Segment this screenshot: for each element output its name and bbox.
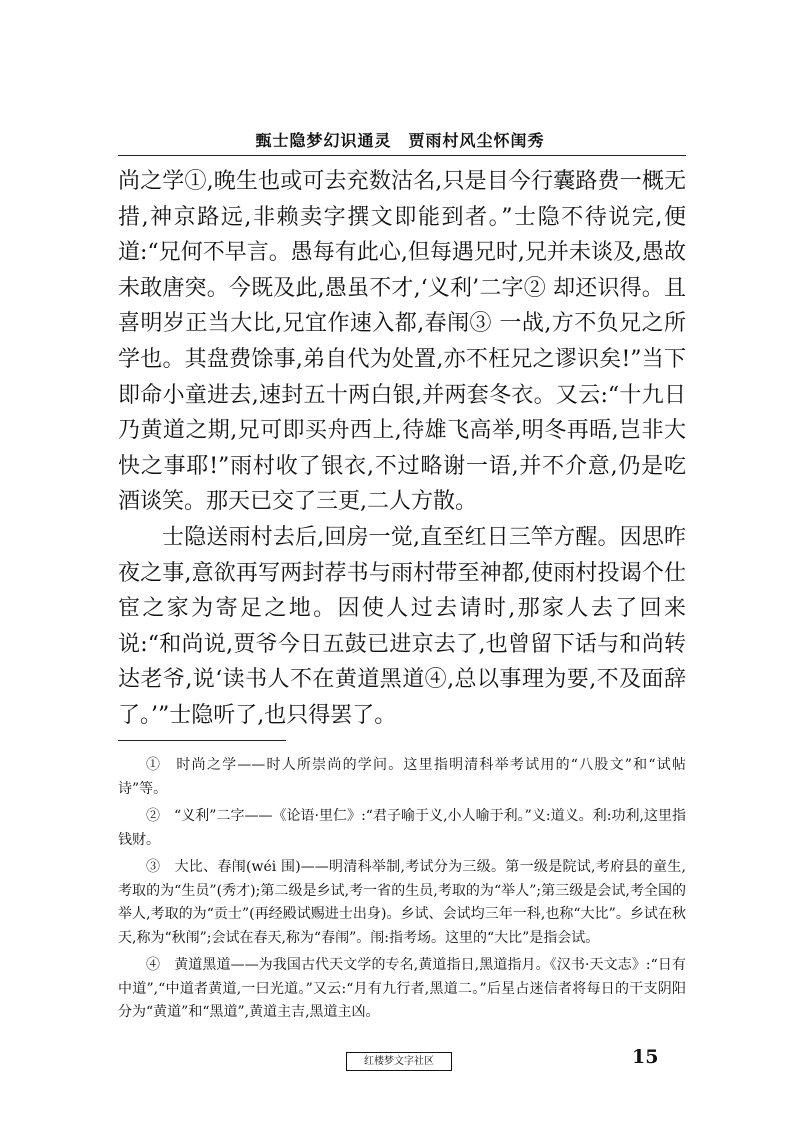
footnote-4: ④ 黄道黑道——为我国古代天文学的专名,黄道指日,黑道指月。《汉书·天文志》:“日有中道”,“中道者黄道,一曰光道。”又云:“月有九行者,黑道二。”后星占迷信者将每日的干支阴阳分为“黄道”和“黑道”,黄道主吉,黑道主凶。 — [118, 957, 686, 1020]
footnote-3: ③ 大比、春闱(wéi 围)——明清科举制,考试分为三级。第一级是院试,考府县的童生,考取的为“生员”(秀才);第二级是乡试,考一省的生员,考取的为“举人”;第三级是会试,考全国的举人,考取的为“贡士”(再经殿试赐进士出身)。乡试、会试均三年一科,也称“大比”。乡试在秋天,称为“秋闱”;会试在春天,称为“春闱”。闱:指考场。这里的“大比”是指会试。 — [118, 859, 686, 946]
paragraph-1: 尚之学①,晚生也或可去充数沽名,只是目今行囊路费一概无措,神京路远,非赖卖字撰文即能到者。”士隐不待说完,便道:“兄何不早言。愚每有此心,但每遇兄时,兄并未谈及,愚故未敢唐突。今既及此,愚虽不才,‘义利’二字② 却还识得。且喜明岁正当大比,兄宜作速入都,春闱③ 一战,方不负兄之所学也。其盘费馀事,弟自代为处置,亦不枉兄之谬识矣!”当下即命小童进去,速封五十两白银,并两套冬衣。又云:“十九日乃黄道之期,兄可即买舟西上,待雄飞高举,明冬再晤,岂非大快之事耶!”雨村收了银衣,不过略谢一语,并不介意,仍是吃酒谈笑。那天已交了三更,二人方散。 — [118, 169, 686, 515]
main-text — [118, 164, 686, 734]
footnotes — [118, 754, 686, 1029]
running-head-title: 甄士隐梦幻识通灵 贾雨村风尘怀闺秀 — [255, 131, 545, 150]
page-number: 15 — [632, 1046, 659, 1068]
paragraph-2: 士隐送雨村去后,回房一觉,直至红日三竿方醒。因思昨夜之事,意欲再写两封荐书与雨村带至神都,使雨村投谒个仕宦之家为寄足之地。因使人过去请时,那家人去了回来说:“和尚说,贾爷今日五鼓已进京去了,也曾留下话与和尚转达老爷,说‘读书人不在黄道黑道④,总以事理为要,不及面辞了。’”士隐听了,也只得罢了。 — [118, 524, 686, 728]
source-stamp: 红楼梦文字社区 — [346, 1052, 452, 1071]
footnote-1: ① 时尚之学——时人所崇尚的学问。这里指明清科举考试用的“八股文”和“试帖诗”等。 — [118, 757, 686, 797]
footnote-2: ② “义利”二字——《论语·里仁》:“君子喻于义,小人喻于利。”义:道义。利:功利,这里指钱财。 — [118, 808, 686, 848]
header-rule — [118, 155, 686, 156]
footnote-rule — [118, 740, 286, 741]
